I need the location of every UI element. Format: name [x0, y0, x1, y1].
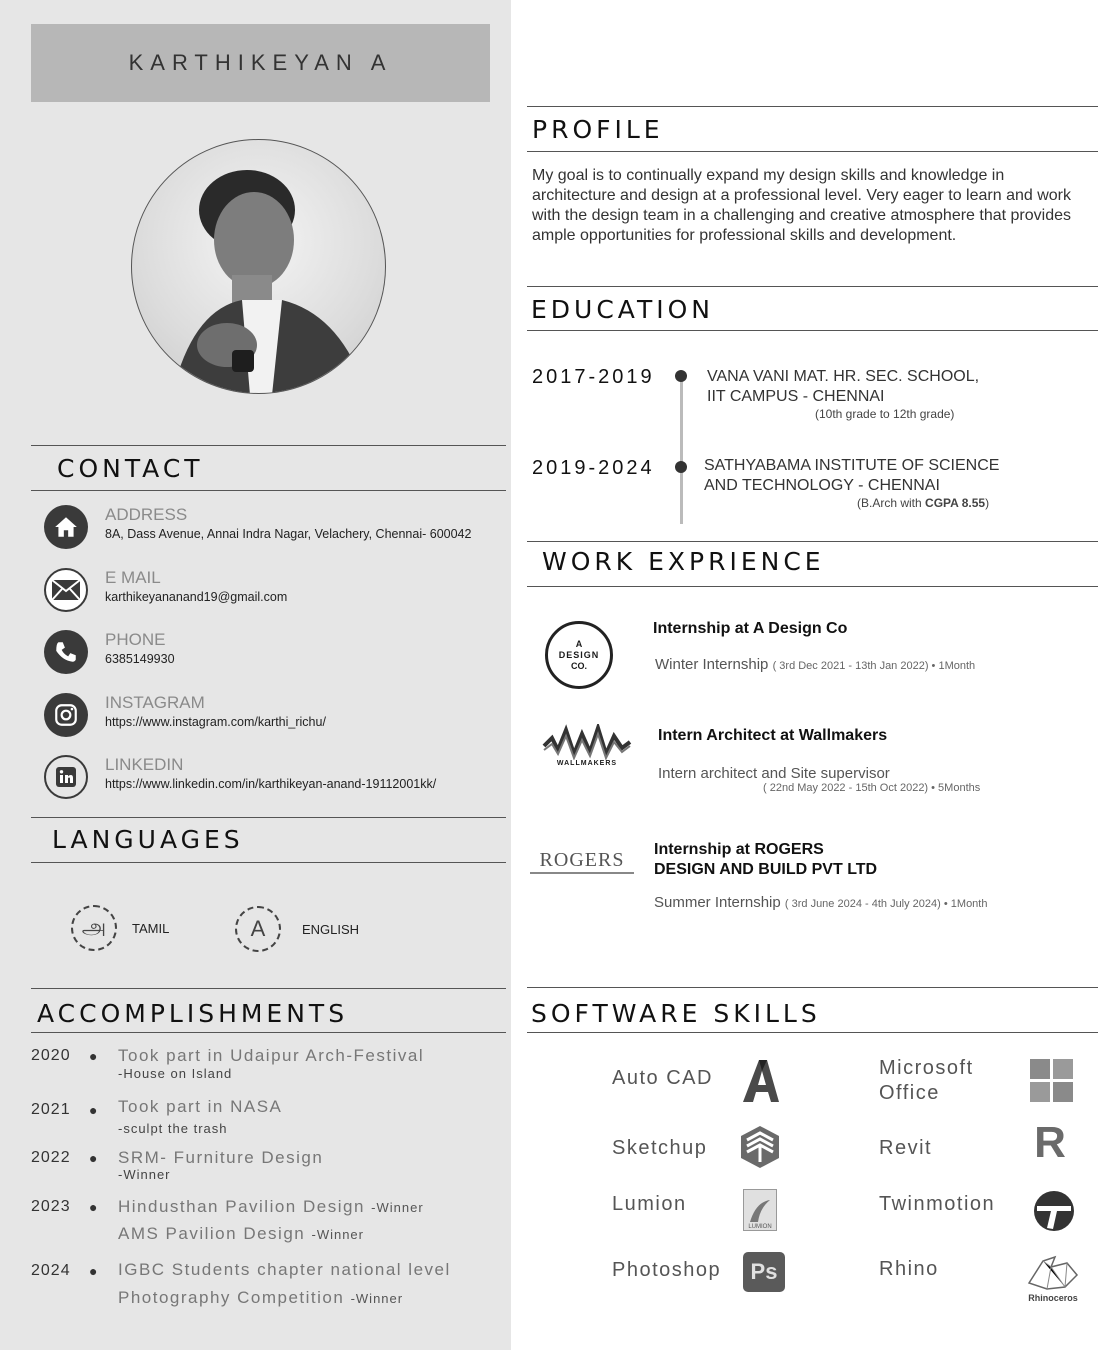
portrait-illustration	[132, 140, 386, 394]
divider	[31, 445, 506, 446]
bullet: ●	[89, 1199, 98, 1215]
wallmakers-wave-icon	[542, 724, 632, 760]
rhino-wordmark: Rhinoceros	[1028, 1293, 1078, 1303]
institution-location: AND TECHNOLOGY - CHENNAI	[704, 477, 940, 494]
work-title: Internship at ROGERS	[654, 841, 824, 858]
institution-location: IIT CAMPUS - CHENNAI	[707, 388, 885, 405]
cgpa-value: CGPA 8.55	[925, 496, 986, 510]
divider	[527, 286, 1098, 287]
lumion-icon	[743, 1189, 777, 1231]
work-date: ( 22nd May 2022 - 15th Oct 2022) • 5Months	[763, 782, 981, 794]
bullet: ●	[89, 1048, 98, 1064]
work-date: ( 3rd Dec 2021 - 13th Jan 2022) • 1Month	[772, 660, 976, 672]
software-name: Sketchup	[612, 1137, 708, 1159]
software-heading: SOFTWARE SKILLS	[531, 999, 821, 1028]
accomplishment-text: IGBC Students chapter national level	[118, 1260, 451, 1279]
accomplishment-text: SRM- Furniture Design	[118, 1148, 324, 1167]
software-name: Photoshop	[612, 1259, 722, 1281]
instagram-link[interactable]: https://www.instagram.com/karthi_richu/	[105, 715, 326, 729]
software-name: Microsoft	[879, 1057, 974, 1079]
autocad-icon	[741, 1058, 781, 1104]
accomplishment-text	[118, 1197, 424, 1217]
divider	[31, 1032, 506, 1033]
accomplishment-text	[118, 1288, 403, 1308]
education-note: (10th grade to 12th grade)	[815, 407, 955, 421]
a-design-co-logo	[545, 621, 613, 689]
accomplishment-year: 2024	[31, 1262, 71, 1279]
work-heading: WORK EXPRIENCE	[542, 547, 825, 576]
linkedin-icon	[44, 755, 88, 799]
software-name: Auto CAD	[612, 1067, 713, 1089]
work-role: Intern architect and Site supervisor	[658, 765, 890, 782]
divider	[31, 988, 506, 989]
divider	[527, 987, 1098, 988]
timeline-dot	[675, 370, 687, 382]
accomplishment-title: Hindusthan Pavilion Design	[118, 1197, 365, 1216]
accomplishment-title: AMS Pavilion Design	[118, 1224, 306, 1243]
divider	[527, 1032, 1098, 1033]
rogers-logo: ROGERS	[530, 848, 634, 874]
accomplishment-year: 2020	[31, 1047, 71, 1064]
email-value[interactable]: karthikeyananand19@gmail.com	[105, 590, 288, 604]
education-heading: EDUCATION	[531, 295, 714, 324]
name-banner	[31, 24, 490, 102]
address-value: 8A, Dass Avenue, Annai Indra Nagar, Velachery, Chennai- 600042	[105, 527, 472, 541]
english-letter-icon: A	[235, 906, 281, 952]
work-title: DESIGN AND BUILD PVT LTD	[654, 861, 878, 878]
work-role: Summer Internship	[654, 894, 781, 911]
software-name: Office	[879, 1082, 940, 1104]
timeline-dot	[675, 461, 687, 473]
bullet: ●	[89, 1150, 98, 1166]
divider	[527, 106, 1098, 107]
education-years: 2017-2019	[532, 366, 655, 388]
linkedin-link[interactable]: https://www.linkedin.com/in/karthikeyan-anand-19112001kk/	[105, 777, 437, 791]
accomplishment-note: -Winner	[350, 1291, 404, 1306]
software-name: Lumion	[612, 1193, 687, 1215]
contact-heading: CONTACT	[57, 454, 204, 483]
divider	[527, 586, 1098, 587]
accomplishment-sub: -sculpt the trash	[118, 1121, 228, 1136]
instagram-label: INSTAGRAM	[105, 693, 205, 712]
work-date: ( 3rd June 2024 - 4th July 2024) • 1Month	[784, 898, 988, 910]
tamil-letter-icon: அ	[71, 905, 117, 951]
mail-icon	[44, 568, 88, 612]
note-suffix: )	[985, 496, 990, 510]
phone-value: 6385149930	[105, 652, 175, 666]
accomplishment-text: Took part in NASA	[118, 1097, 283, 1116]
divider	[31, 817, 506, 818]
work-subtitle	[654, 894, 987, 911]
logo-text: WALLMAKERS	[556, 759, 618, 767]
work-title: Internship at A Design Co	[653, 620, 848, 637]
lumion-wordmark: LUMION	[748, 1224, 772, 1230]
work-title: Intern Architect at Wallmakers	[658, 727, 888, 744]
accomplishment-year: 2022	[31, 1149, 71, 1166]
address-label: ADDRESS	[105, 505, 188, 524]
person-name: KARTHIKEYAN A	[128, 50, 393, 75]
divider	[31, 490, 506, 491]
logo-text: CO.	[570, 660, 587, 671]
revit-icon: R	[1034, 1118, 1066, 1167]
email-label: E MAIL	[105, 568, 161, 587]
software-name: Twinmotion	[879, 1193, 996, 1215]
accomplishment-title: Photography Competition	[118, 1288, 345, 1307]
accomplishment-text	[118, 1224, 364, 1244]
bullet: ●	[89, 1263, 98, 1279]
divider	[31, 862, 506, 863]
accomplishments-heading: ACCOMPLISHMENTS	[37, 999, 349, 1028]
twinmotion-icon	[1033, 1190, 1075, 1232]
language-name: ENGLISH	[302, 922, 360, 937]
logo-text: A	[575, 638, 583, 649]
accomplishment-note: -Winner	[311, 1227, 364, 1242]
software-name: Revit	[879, 1137, 933, 1159]
divider	[527, 541, 1098, 542]
instagram-icon	[44, 693, 88, 737]
accomplishment-year: 2021	[31, 1101, 71, 1118]
phone-label: PHONE	[105, 630, 166, 649]
phone-icon	[44, 630, 88, 674]
timeline-line	[680, 376, 683, 524]
accomplishment-note: -Winner	[371, 1200, 424, 1215]
wallmakers-logo	[541, 718, 633, 772]
accomplishment-sub: -Winner	[118, 1167, 171, 1182]
divider	[527, 151, 1098, 152]
note-prefix: (B.Arch with	[857, 496, 922, 510]
accomplishment-year: 2023	[31, 1198, 71, 1215]
accomplishment-text: Took part in Udaipur Arch-Festival	[118, 1046, 425, 1065]
divider	[527, 330, 1098, 331]
work-role: Winter Internship	[655, 656, 769, 673]
linkedin-label: LINKEDIN	[105, 755, 184, 774]
profile-photo	[131, 139, 386, 394]
work-subtitle	[655, 656, 975, 673]
education-years: 2019-2024	[532, 457, 655, 479]
software-name: Rhino	[879, 1258, 939, 1280]
institution-name: SATHYABAMA INSTITUTE OF SCIENCE	[704, 457, 1000, 474]
microsoft-office-icon	[1030, 1059, 1073, 1102]
institution-name: VANA VANI MAT. HR. SEC. SCHOOL,	[707, 368, 980, 385]
profile-summary: My goal is to continually expand my design skills and knowledge in architecture and design at a professional level. Very eager to learn and work with the design team in a challenging and creative atmosphere that provides ample opportunities for professional skills and development.	[532, 167, 1071, 244]
bullet: ●	[89, 1102, 98, 1118]
accomplishment-sub: -House on Island	[118, 1066, 233, 1081]
language-name: TAMIL	[132, 921, 170, 936]
languages-heading: LANGUAGES	[52, 825, 244, 854]
home-icon	[44, 505, 88, 549]
education-note	[857, 496, 989, 510]
photoshop-icon: Ps	[743, 1252, 785, 1292]
profile-heading: PROFILE	[532, 115, 664, 144]
sketchup-icon	[739, 1124, 781, 1170]
logo-text: DESIGN	[558, 649, 600, 660]
rhino-icon	[1022, 1250, 1084, 1306]
